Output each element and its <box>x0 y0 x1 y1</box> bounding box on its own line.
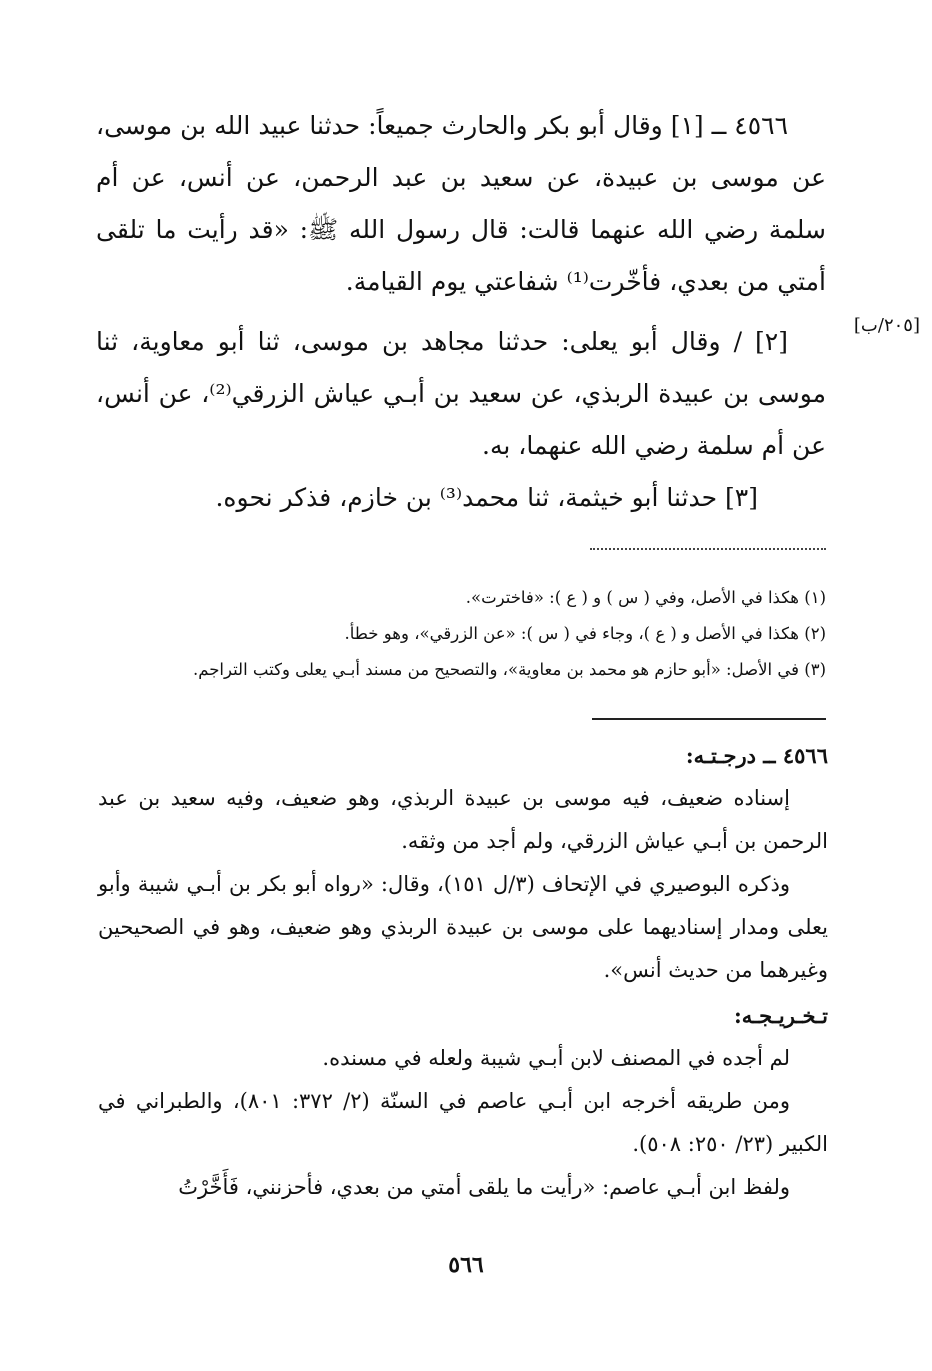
grade-paragraph-2: وذكره البوصيري في الإتحاف (٣/ل ١٥١)، وقال: «رواه أبو بكر بن أبـي شيبة وأبو يعلى ومدار إسناديهما على موسى بن عبيدة الربذي وهو ضعيف، وهو في الصحيحين وغيرهما من حديث أنس». <box>98 872 828 982</box>
takhrij-paragraph-2: ومن طريقه أخرجه ابن أبـي عاصم في السنّة (٢/ ٣٧٢: ٨٠١)، والطبراني في الكبير (٢٣/ ٢٥٠: ٥٠٨). <box>98 1089 828 1156</box>
section-divider <box>592 718 826 720</box>
footnote-3: (٣) في الأصل: «أبو حازم هو محمد بن معاوية»، والتصحيح من مسند أبـي يعلى وكتب التراجم. <box>192 660 826 679</box>
grade-heading: ٤٥٦٦ ــ درجـتـه: <box>685 743 828 768</box>
takhrij-paragraph-3: ولفظ ابن أبـي عاصم: «رأيت ما يلقى أمتي من بعدي، فأحزنني، فَأَخَّرْتُ <box>178 1175 790 1199</box>
manuscript-folio-note: [٢٠٥/ب] <box>853 315 920 336</box>
footnote-separator <box>590 548 826 550</box>
takhrij-paragraph-1: لم أجده في المصنف لابن أبـي شيبة ولعله في مسنده. <box>322 1046 790 1070</box>
hadith-main-text <box>96 100 826 524</box>
footnote-1: (١) هكذا في الأصل، وفي ( س ) و ( ع ): «فاخترت». <box>465 588 826 607</box>
page-number: ٥٦٦ <box>448 1252 484 1278</box>
footnote-2: (٢) هكذا في الأصل و ( ع )، وجاء في ( س ): «عن الزرقي»، وهو خطأ. <box>344 624 826 643</box>
commentary-section <box>98 734 828 1209</box>
footnotes <box>110 580 826 688</box>
hadith-paragraph-2: [٢] / وقال أبو يعلى: حدثنا مجاهد بن موسى، ثنا أبو معاوية، ثنا موسى بن عبيدة الربذي، عن سعيد بن أبـي عياش الزرقي⁽²⁾، عن أنس، عن أم سلمة رضي الله عنهما، به. <box>96 327 826 460</box>
hadith-paragraph-1: ٤٥٦٦ ــ [١] وقال أبو بكر والحارث جميعاً: حدثنا عبيد الله بن موسى، عن موسى بن عبيدة، عن سعيد بن عبد الرحمن، عن أنس، عن أم سلمة رضي الله عنهما قالت: قال رسول الله ﷺ: «قد رأيت ما تلقى أمتي من بعدي، فأخّرت⁽¹⁾ شفاعتي يوم القيامة. <box>96 111 826 296</box>
takhrij-heading: تـخـريـجـه: <box>733 1003 828 1028</box>
grade-paragraph-1: إسناده ضعيف، فيه موسى بن عبيدة الربذي، وهو ضعيف، وفيه سعيد بن عبد الرحمن بن أبـي عياش الزرقي، ولم أجد من وثقه. <box>98 786 828 853</box>
hadith-paragraph-3: [٣] حدثنا أبو خيثمة، ثنا محمد⁽³⁾ بن خازم، فذكر نحوه. <box>215 483 758 512</box>
